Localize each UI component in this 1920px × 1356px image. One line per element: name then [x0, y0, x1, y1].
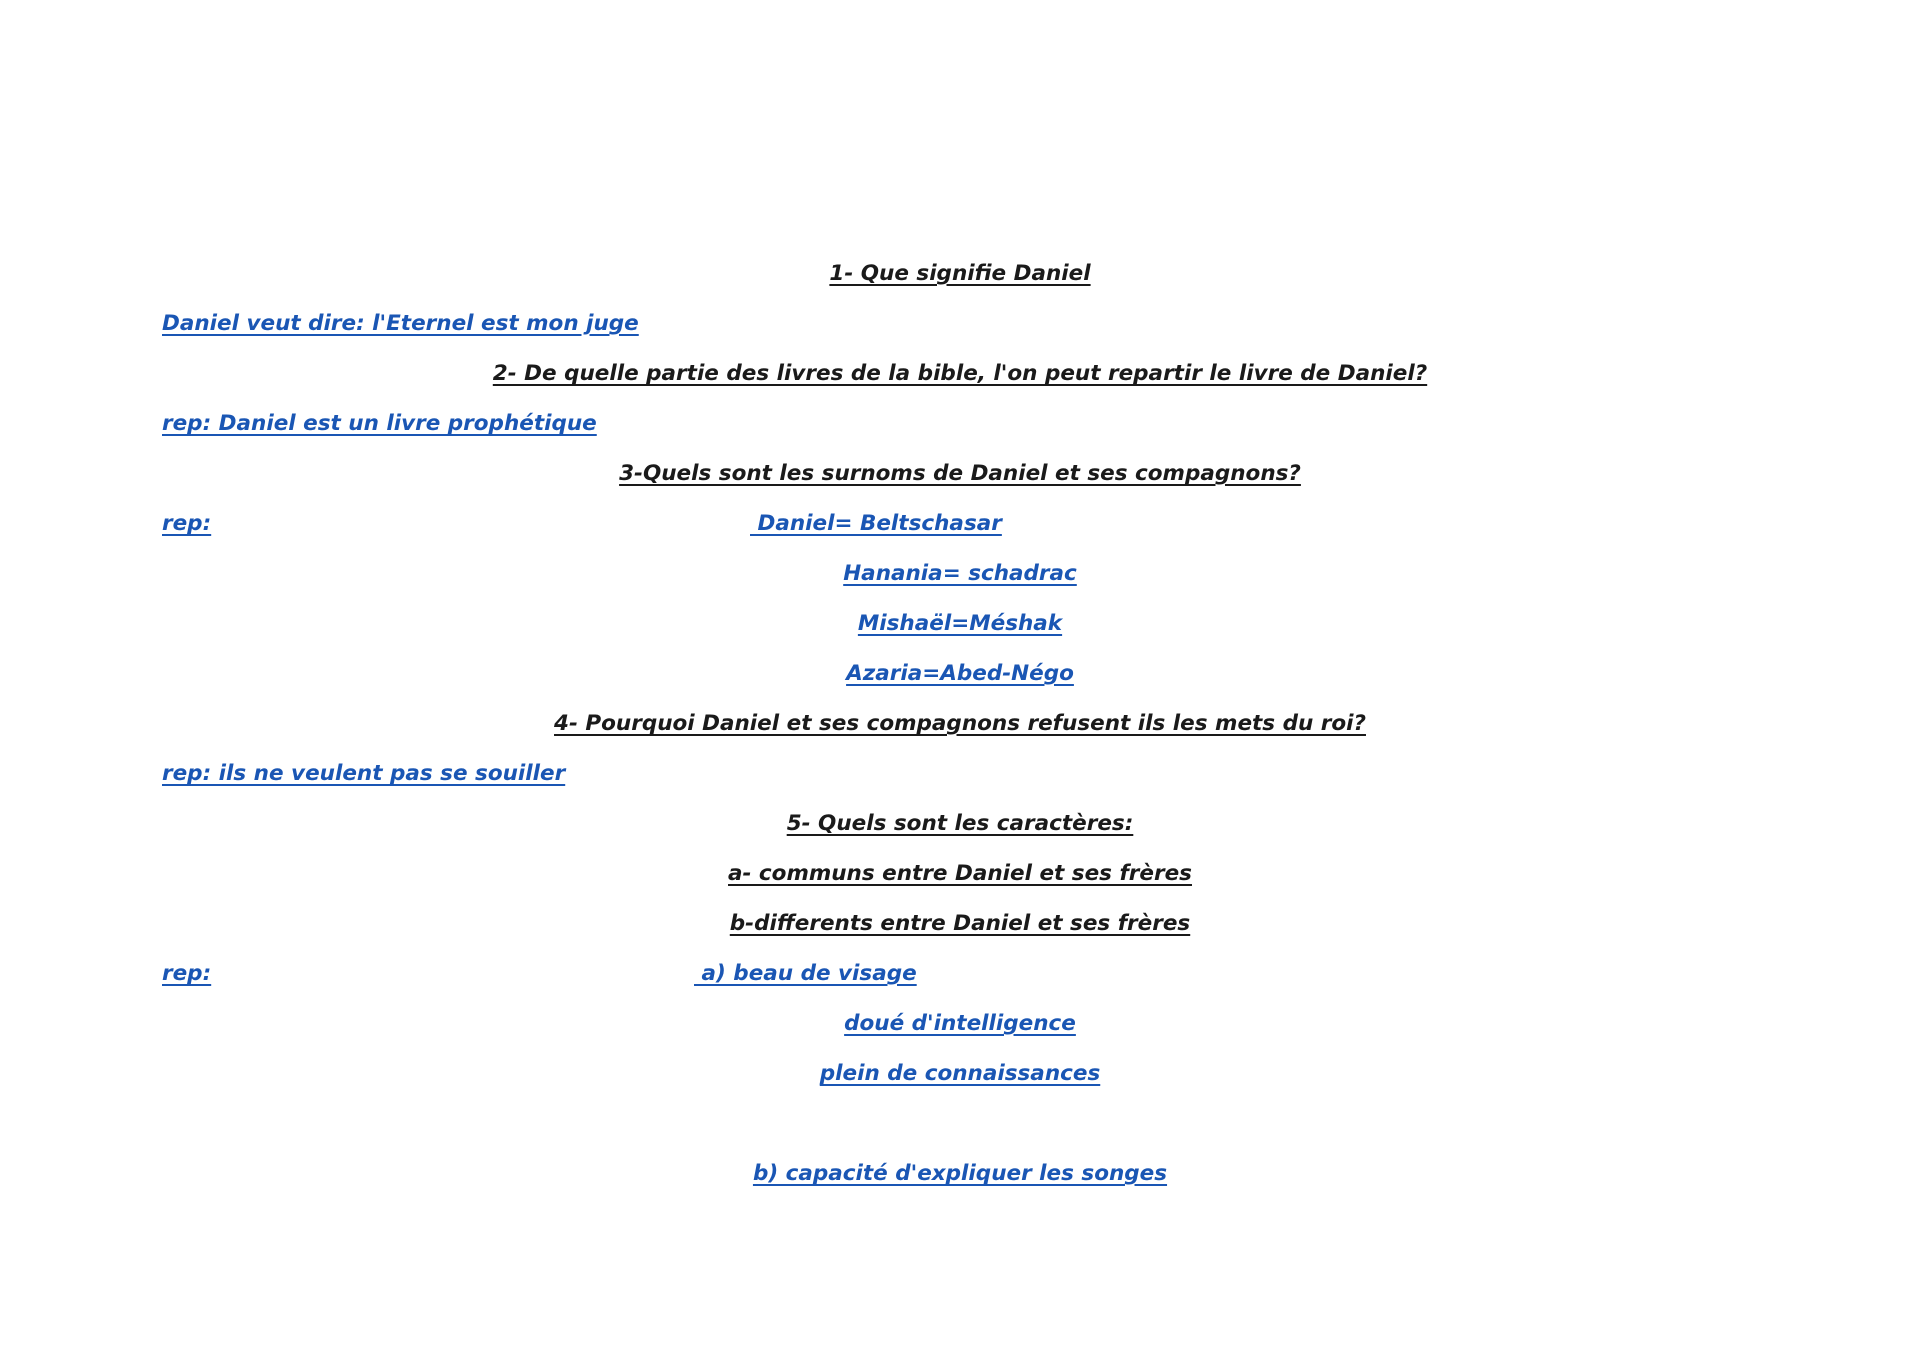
answer-3-name: Daniel= Beltschasar [750, 511, 1002, 536]
answer-5-item: plein de connaissances [819, 1061, 1101, 1086]
answer-5-label: rep: [162, 961, 212, 986]
answer-5-row [0, 954, 1920, 994]
answer-5-item: doué d'intelligence [844, 1011, 1076, 1036]
answer-1: Daniel veut dire: l'Eternel est mon juge [162, 311, 639, 336]
answer-5-item: b) capacité d'expliquer les songes [752, 1161, 1168, 1186]
answer-3-label: rep: [162, 511, 212, 536]
question-4: 4- Pourquoi Daniel et ses compagnons refusent ils les mets du roi? [554, 711, 1366, 736]
question-2: 2- De quelle partie des livres de la bible, l'on peut repartir le livre de Daniel? [492, 361, 1428, 386]
question-5b: b-differents entre Daniel et ses frères [729, 911, 1191, 936]
answer-2: rep: Daniel est un livre prophétique [162, 411, 597, 436]
answer-3-name: Mishaël=Méshak [857, 611, 1063, 636]
question-1: 1- Que signifie Daniel [829, 261, 1091, 286]
answer-3-name: Hanania= schadrac [843, 561, 1077, 586]
answer-3-name: Azaria=Abed-Négo [846, 661, 1074, 686]
question-5: 5- Quels sont les caractères: [786, 811, 1134, 836]
answer-5-item: a) beau de visage [694, 961, 917, 986]
answer-4: rep: ils ne veulent pas se souiller [162, 761, 566, 786]
question-5a: a- communs entre Daniel et ses frères [728, 861, 1192, 886]
question-3: 3-Quels sont les surnoms de Daniel et ses compagnons? [619, 461, 1301, 486]
answer-3-row [0, 504, 1920, 544]
